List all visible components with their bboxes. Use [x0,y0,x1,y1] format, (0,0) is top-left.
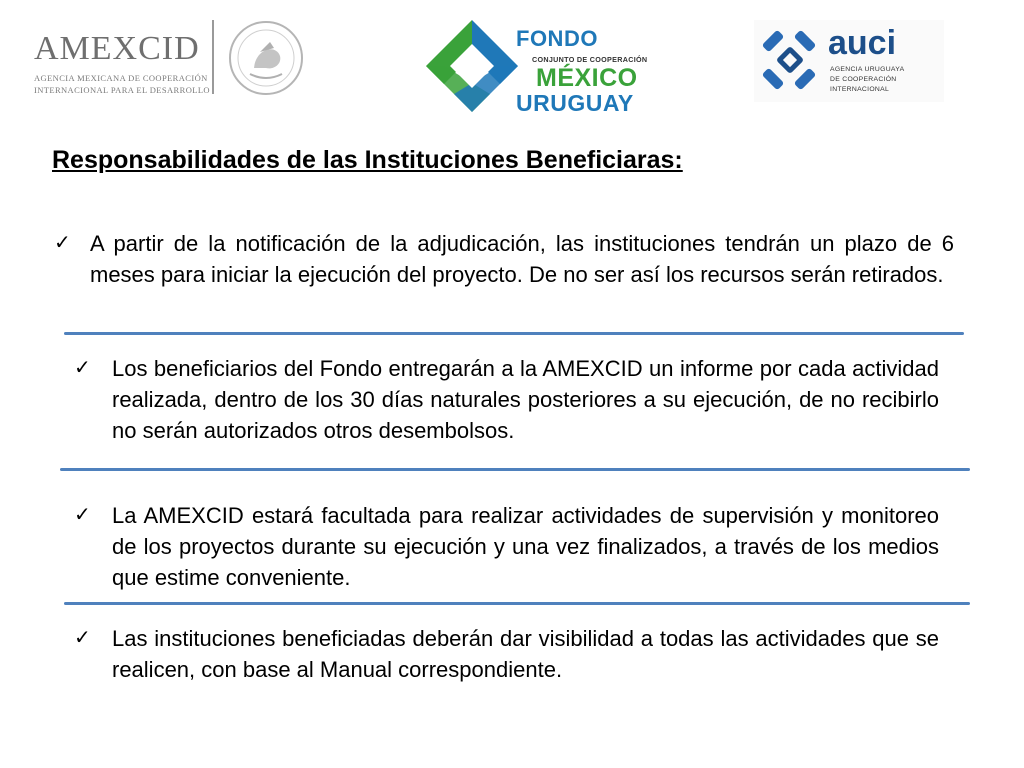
amexcid-logo-subtitle-2: INTERNACIONAL PARA EL DESARROLLO [34,85,210,95]
list-item [74,623,939,685]
checkmark-icon: ✓ [54,232,71,254]
fondo-mexico-uruguay-logo [420,14,650,120]
fondo-logo-mexico: MÉXICO [536,64,638,92]
mexico-coat-of-arms-icon [224,18,308,98]
list-item-text: Las instituciones beneficiadas deberán dar visibilidad a todas las actividades que se realicen, con base al Manual correspondiente. [112,626,939,682]
divider-line [64,332,964,335]
amexcid-logo-subtitle-1: AGENCIA MEXICANA DE COOPERACIÓN [34,73,208,83]
checkmark-icon: ✓ [74,357,91,379]
auci-logo-line-2: DE COOPERACIÓN [830,76,897,83]
list-item [74,353,939,446]
list-item-text: Los beneficiarios del Fondo entregarán a la AMEXCID un informe por cada actividad realizada, dentro de los 30 días naturales posteriores a su ejecución, de no recibirlo no serán autorizados otros desembolsos. [112,356,939,443]
auci-logo-line-3: INTERNACIONAL [830,86,890,93]
amexcid-logo [28,18,318,98]
auci-logo [754,20,944,102]
fondo-logo-subtitle: CONJUNTO DE COOPERACIÓN [532,55,648,64]
checkmark-icon: ✓ [74,504,91,526]
auci-knot-icon [756,26,824,96]
list-item-text: La AMEXCID estará facultada para realizar actividades de supervisión y monitoreo de los proyectos durante su ejecución y una vez finalizados, a través de los medios que estime conveniente. [112,503,939,590]
page-title: Responsabilidades de las Instituciones Beneficiaras: [52,146,683,174]
list-item-text: A partir de la notificación de la adjudicación, las instituciones tendrán un plazo de 6 meses para iniciar la ejecución del proyecto. De no ser así los recursos serán retirados. [90,231,954,287]
divider-line [64,602,970,605]
fondo-logo-title: FONDO [516,26,598,51]
logo-divider [212,20,214,94]
divider-line [60,468,970,471]
amexcid-logo-name: AMEXCID [34,30,200,67]
list-item [54,228,954,290]
fondo-logo-uruguay: URUGUAY [516,90,634,116]
checkmark-icon: ✓ [74,627,91,649]
auci-logo-line-1: AGENCIA URUGUAYA [830,66,905,73]
list-item [74,500,939,593]
auci-logo-name: auci [828,24,897,62]
